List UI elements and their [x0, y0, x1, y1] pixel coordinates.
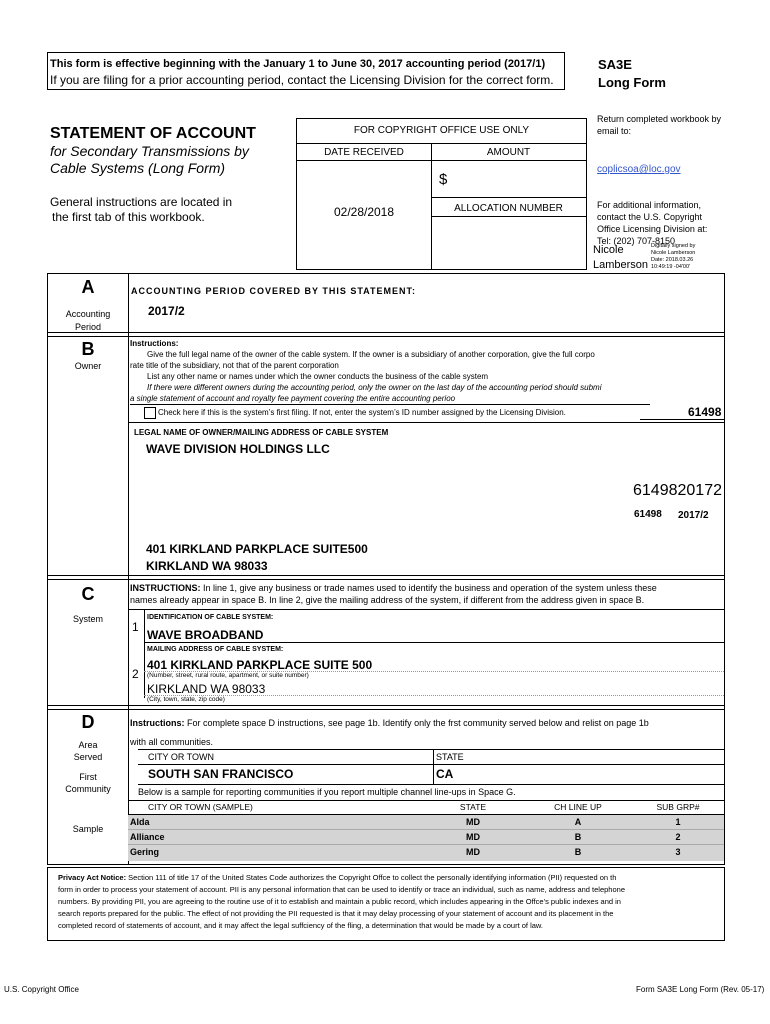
sample-table-header [128, 800, 724, 814]
contact-info: For additional information, contact the U.S. Copyright Office Licensing Division at: Tel: (202) 707-8150 [597, 200, 708, 246]
sample-col-state: STATE [459, 802, 487, 812]
signature-name-last: Lamberson [593, 259, 649, 271]
office-use-box [296, 118, 587, 270]
effective-notice-box [47, 52, 565, 90]
space-c-letter: C [81, 584, 95, 604]
city-or-town-label: CITY OR TOWN [148, 752, 215, 762]
date-received-label: DATE RECEIVED [324, 147, 404, 158]
owner-big-id: 6149820172 [633, 482, 722, 499]
owner-small-id: 61498 [634, 509, 662, 520]
system-instructions: INSTRUCTIONS: In line 1, give any business or trade names used to identify the business and operation of the system unless these names already appear in space B. In line 2, give the mailing address of the system, if different from the address given in space B. [130, 583, 657, 605]
allocation-number-label: ALLOCATION NUMBER [454, 203, 563, 214]
office-use-heading: FOR COPYRIGHT OFFICE USE ONLY [353, 125, 530, 136]
line-1-number: 1 [132, 620, 139, 634]
owner-instructions: Instructions: Give the full legal name of the owner of the cable system. If the owner is a subsidiary of another corporation, give the full corpo rate title of the subsidiary, not that of the parent corporation List any other name or names under which the owner conducts the business of the cable system If there were different owners during the accounting period, only the owner on the last day of the accounting period should submi a single statement of account and royalty fee payment covering the entire accounting perioo [130, 338, 722, 405]
line-2-number: 2 [132, 667, 139, 681]
identification-heading: IDENTIFICATION OF CABLE SYSTEM: [147, 614, 274, 621]
email-link[interactable]: coplicsoa@loc.gov [597, 164, 681, 175]
table-row: Gering [130, 847, 160, 857]
sample-col-city: CITY OR TOWN (SAMPLE) [148, 802, 253, 812]
city-hint: (City, town, state, zip code) [147, 696, 225, 703]
first-filing-text: Check here if this is the system’s first filing. If not, enter the system’s ID number assigned by the Licensing Division. [158, 408, 566, 417]
sample-table-body: Alda MD A 1 Alliance MD B 2 Gering MD B 3 [128, 815, 724, 861]
area-served-instructions-cont: with all communities. [130, 737, 214, 747]
system-city-address[interactable]: KIRKLAND WA 98033 [147, 682, 266, 696]
table-row: Alliance [130, 832, 165, 842]
space-b-letter: B [81, 339, 95, 359]
amount-value[interactable]: $ [439, 171, 448, 188]
signature-name-first: Nicole [593, 244, 624, 256]
first-community-city[interactable]: SOUTH SAN FRANCISCO [148, 767, 294, 781]
accounting-period-value[interactable]: 2017/2 [148, 304, 185, 318]
street-hint: (Number, street, rural route, apartment, or suite number) [147, 672, 309, 679]
sample-col-lineup: CH LINE UP [554, 802, 602, 812]
amount-label: AMOUNT [486, 147, 531, 158]
page-subtitle: for Secondary Transmissions by Cable Systems (Long Form) [50, 143, 249, 176]
date-received-value[interactable]: 02/28/2018 [333, 205, 395, 219]
sample-col-subgrp: SUB GRP# [656, 802, 700, 812]
system-street-address[interactable]: 401 KIRKLAND PARKPLACE SUITE 500 [147, 658, 373, 672]
first-community-label: First Community [65, 772, 111, 794]
mailing-address-heading: MAILING ADDRESS OF CABLE SYSTEM: [147, 646, 284, 653]
effective-line: This form is effective beginning with the January 1 to June 30, 2017 accounting period (2017/1) [50, 58, 546, 70]
cable-system-name[interactable]: WAVE BROADBAND [147, 628, 264, 642]
space-d-label: Area Served [73, 740, 103, 762]
footer-right: Form SA3E Long Form (Rev. 05-17) [636, 985, 765, 994]
space-a-letter: A [81, 277, 95, 297]
digital-signature [593, 243, 733, 273]
form-type: Long Form [598, 75, 666, 90]
sample-note: Below is a sample for reporting communities if you report multiple channel line-ups in Space G. [138, 787, 516, 797]
space-a-label: Accounting Period [65, 309, 111, 332]
first-community-state[interactable]: CA [436, 767, 454, 781]
area-served-instructions: Instructions: For complete space D instructions, see page 1b. Identify only the frst community served below and relist on page 1b [130, 718, 649, 728]
general-instructions-note: General instructions are located in the first tab of this workbook. [50, 195, 233, 224]
sample-label: Sample [72, 824, 104, 834]
owner-small-period: 2017/2 [678, 510, 709, 521]
legal-name-heading: LEGAL NAME OF OWNER/MAILING ADDRESS OF CABLE SYSTEM [134, 428, 389, 437]
accounting-period-heading: ACCOUNTING PERIOD COVERED BY THIS STATEMENT: [131, 286, 417, 296]
signature-meta: Digitally signed by Nicole Lamberson Date: 2018.03.26 10:49:19 -04'00' [651, 243, 696, 270]
table-row: Alda [130, 817, 150, 827]
owner-name-value[interactable]: WAVE DIVISION HOLDINGS LLC [146, 442, 330, 456]
form-body [47, 273, 725, 865]
privacy-act-notice: Privacy Act Notice: Section 111 of title 17 of the United States Code authorizes the Copyright Offce to collect the personally identifying information (PII) requested on th form in order to process your statement of account. PII is any personal information that can be used to identify or trace an individual, such as name, address and telephone numbers. By providing PII, you are agreeing to the routine use of it to establish and maintain a public record, which includes appearing in the Offce’s public indexes and in search reports prepared for the public. The effect of not providing the PII requested is that it may delay processing of your statement of account and its placement in the completed record of statements of account, and it may affect the legal suffciency of the fling, a determination that would be made by a court of law. [47, 867, 725, 941]
owner-address-line1[interactable]: 401 KIRKLAND PARKPLACE SUITE500 [146, 542, 368, 556]
form-code: SA3E Long Form [598, 57, 666, 90]
space-b-label: Owner [74, 361, 102, 371]
return-instructions: Return completed workbook by email to: [597, 114, 722, 136]
owner-address-line2[interactable]: KIRKLAND WA 98033 [146, 559, 268, 573]
prior-period-line: If you are filing for a prior accounting period, contact the Licensing Division for the correct form. [50, 73, 554, 87]
page-title: STATEMENT OF ACCOUNT [50, 125, 256, 142]
space-c-label: System [72, 614, 103, 624]
state-label: STATE [436, 752, 464, 762]
footer-left: U.S. Copyright Office [4, 985, 79, 994]
first-filing-checkbox[interactable] [144, 407, 156, 419]
system-id-value[interactable]: 61498 [688, 405, 722, 419]
space-d-letter: D [81, 712, 95, 732]
